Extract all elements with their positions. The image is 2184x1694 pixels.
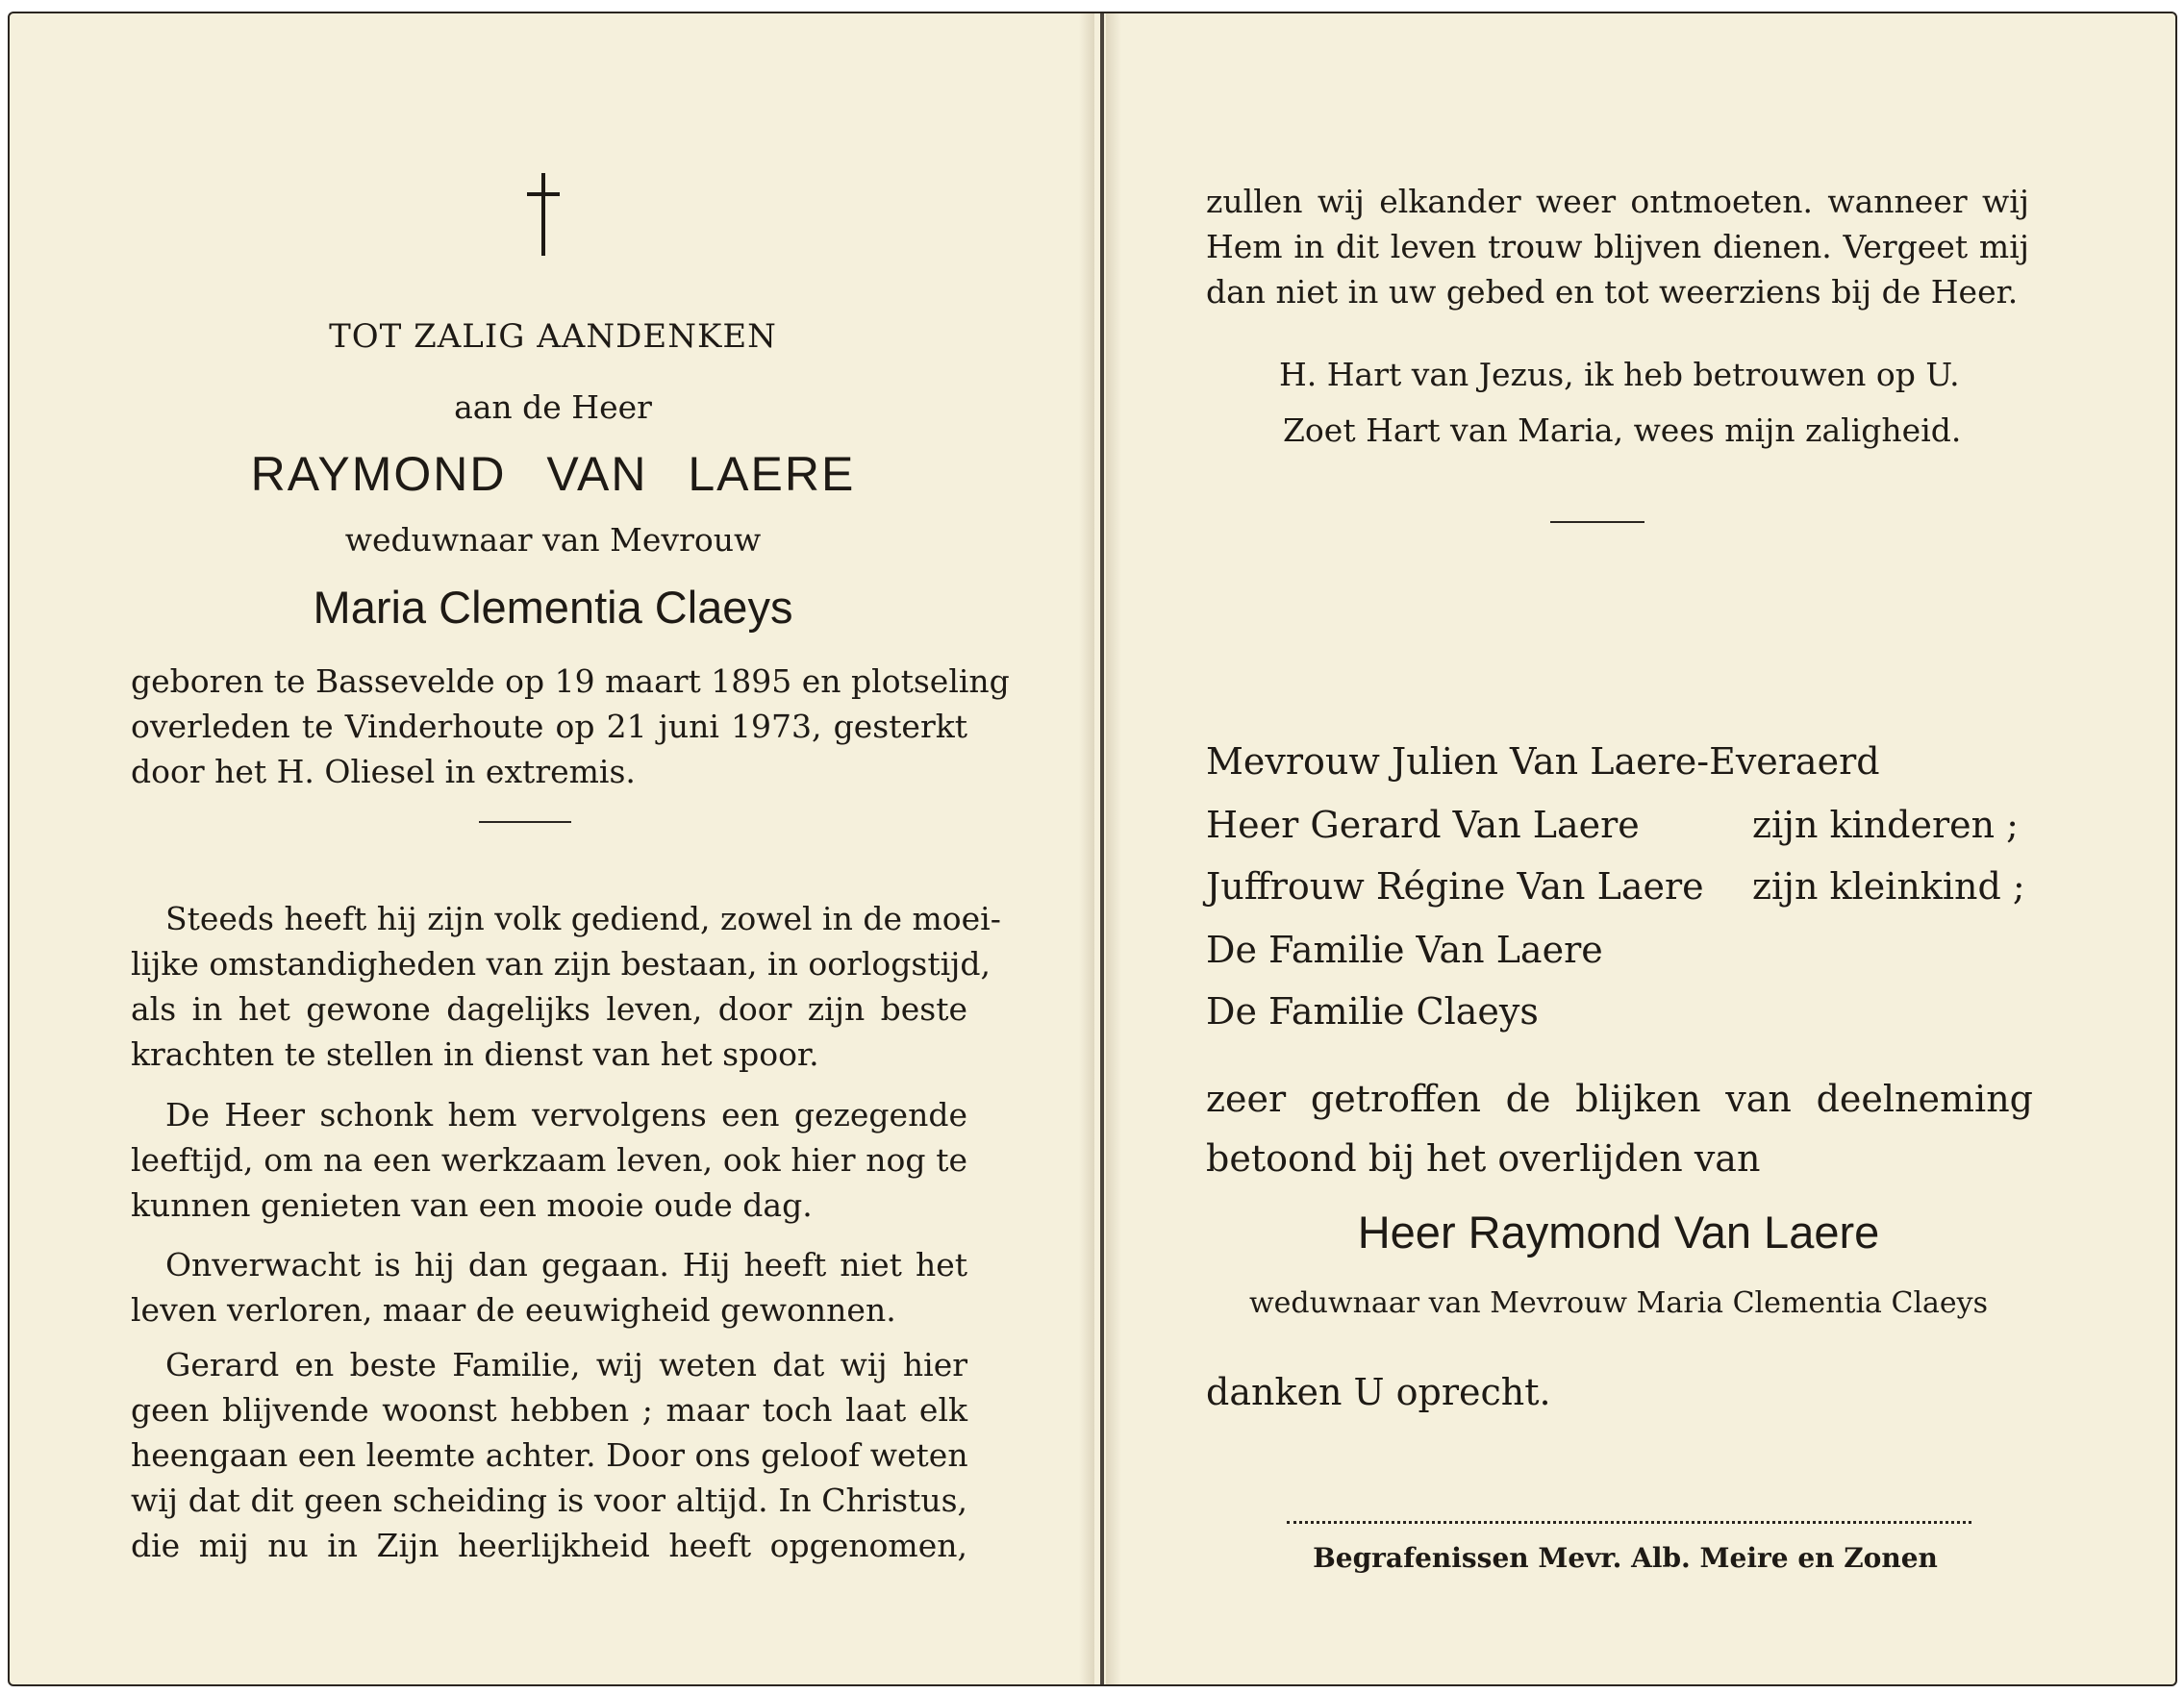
family-line-4: De Familie Van Laere <box>1206 929 1603 971</box>
prayer-2: Zoet Hart van Maria, wees mijn zaligheid. <box>1283 411 1962 449</box>
cont-line-2: Hem in dit leven trouw blijven dienen. Vergeet mij <box>1206 228 2029 265</box>
p4-line-1: Gerard en beste Familie, wij weten dat wij hier <box>165 1346 967 1383</box>
spouse-name: Maria Clementia Claeys <box>313 582 793 633</box>
paragraph-1 <box>131 896 1001 1077</box>
p2-line-2: leeftijd, om na een werkzaam leven, ook hier nog te <box>131 1141 967 1179</box>
left-panel <box>10 13 1096 1684</box>
dotted-rule <box>1287 1521 1971 1524</box>
p4-line-2: geen blijvende woonst hebben ; maar toch laat elk <box>131 1391 967 1429</box>
right-panel <box>1106 13 2173 1684</box>
thanks-line-1: zeer getroffen de blijken van deelneming <box>1206 1078 2033 1120</box>
p1-line-1: Steeds heeft hij zijn volk gediend, zowel in de moei- <box>165 900 1001 937</box>
p2-line-3: kunnen genieten van een mooie oude dag. <box>131 1186 813 1224</box>
p3-line-2: leven verloren, maar de eeuwigheid gewonnen. <box>131 1291 896 1329</box>
divider-right <box>1550 521 1644 523</box>
widower-line: weduwnaar van Mevrouw <box>344 521 762 559</box>
paragraph-3 <box>131 1242 967 1333</box>
family-line-2: Heer Gerard Van Laere <box>1206 804 1640 846</box>
paragraph-4 <box>131 1342 967 1568</box>
p4-line-5: die mij nu in Zijn heerlijkheid heeft opgenomen, <box>131 1527 967 1564</box>
cont-line-1: zullen wij elkander weer ontmoeten. wanneer wij <box>1206 183 2029 220</box>
memorial-title: TOT ZALIG AANDENKEN <box>329 317 777 356</box>
deceased-name: RAYMOND VAN LAERE <box>250 447 856 501</box>
p1-line-4: krachten te stellen in dienst van het spoor. <box>131 1035 819 1073</box>
family-line-3: Juffrouw Régine Van Laere <box>1206 865 1704 908</box>
birth-line-1: geboren te Bassevelde op 19 maart 1895 en plotseling <box>131 662 1010 700</box>
center-fold <box>1100 13 1104 1684</box>
to-line: aan de Heer <box>454 388 652 426</box>
p2-line-1: De Heer schonk hem vervolgens een gezegende <box>165 1096 967 1133</box>
continued-paragraph <box>1206 179 2029 314</box>
closing-line: danken U oprecht. <box>1206 1371 1551 1413</box>
divider-left <box>479 821 571 823</box>
family-role-2: zijn kinderen ; <box>1752 804 2019 846</box>
prayer-1: H. Hart van Jezus, ik heb betrouwen op U. <box>1279 356 1960 393</box>
family-role-3: zijn kleinkind ; <box>1752 865 2025 908</box>
p1-line-3: als in het gewone dagelijks leven, door zijn beste <box>131 990 967 1028</box>
birth-line-3: door het H. Oliesel in extremis. <box>131 753 636 790</box>
birth-line-2: overleden te Vinderhoute op 21 juni 1973, gesterkt <box>131 708 967 745</box>
memorial-card <box>8 12 2177 1686</box>
thanks-line-2: betoond bij het overlijden van <box>1206 1137 1761 1180</box>
birth-death-paragraph <box>131 659 1010 794</box>
family-line-5: De Familie Claeys <box>1206 990 1539 1033</box>
p3-line-1: Onverwacht is hij dan gegaan. Hij heeft niet het <box>165 1246 967 1283</box>
undertaker-credit: Begrafenissen Mevr. Alb. Meire en Zonen <box>1313 1542 1938 1574</box>
thanks-paragraph <box>1206 1069 2033 1188</box>
family-line-1: Mevrouw Julien Van Laere-Everaerd <box>1206 740 1880 783</box>
paragraph-2 <box>131 1092 967 1228</box>
cont-line-3: dan niet in uw gebed en tot weerziens bij de Heer. <box>1206 273 2019 311</box>
cross-icon <box>541 173 545 256</box>
p4-line-3: heengaan een leemte achter. Door ons geloof weten <box>131 1436 968 1474</box>
p4-line-4: wij dat dit geen scheiding is voor altijd. In Christus, <box>131 1482 967 1519</box>
p1-line-2: lijke omstandigheden van zijn bestaan, in oorlogstijd, <box>131 945 991 983</box>
deceased-full-name: Heer Raymond Van Laere <box>1357 1207 1880 1258</box>
deceased-subtitle: weduwnaar van Mevrouw Maria Clementia Claeys <box>1248 1286 1989 1320</box>
